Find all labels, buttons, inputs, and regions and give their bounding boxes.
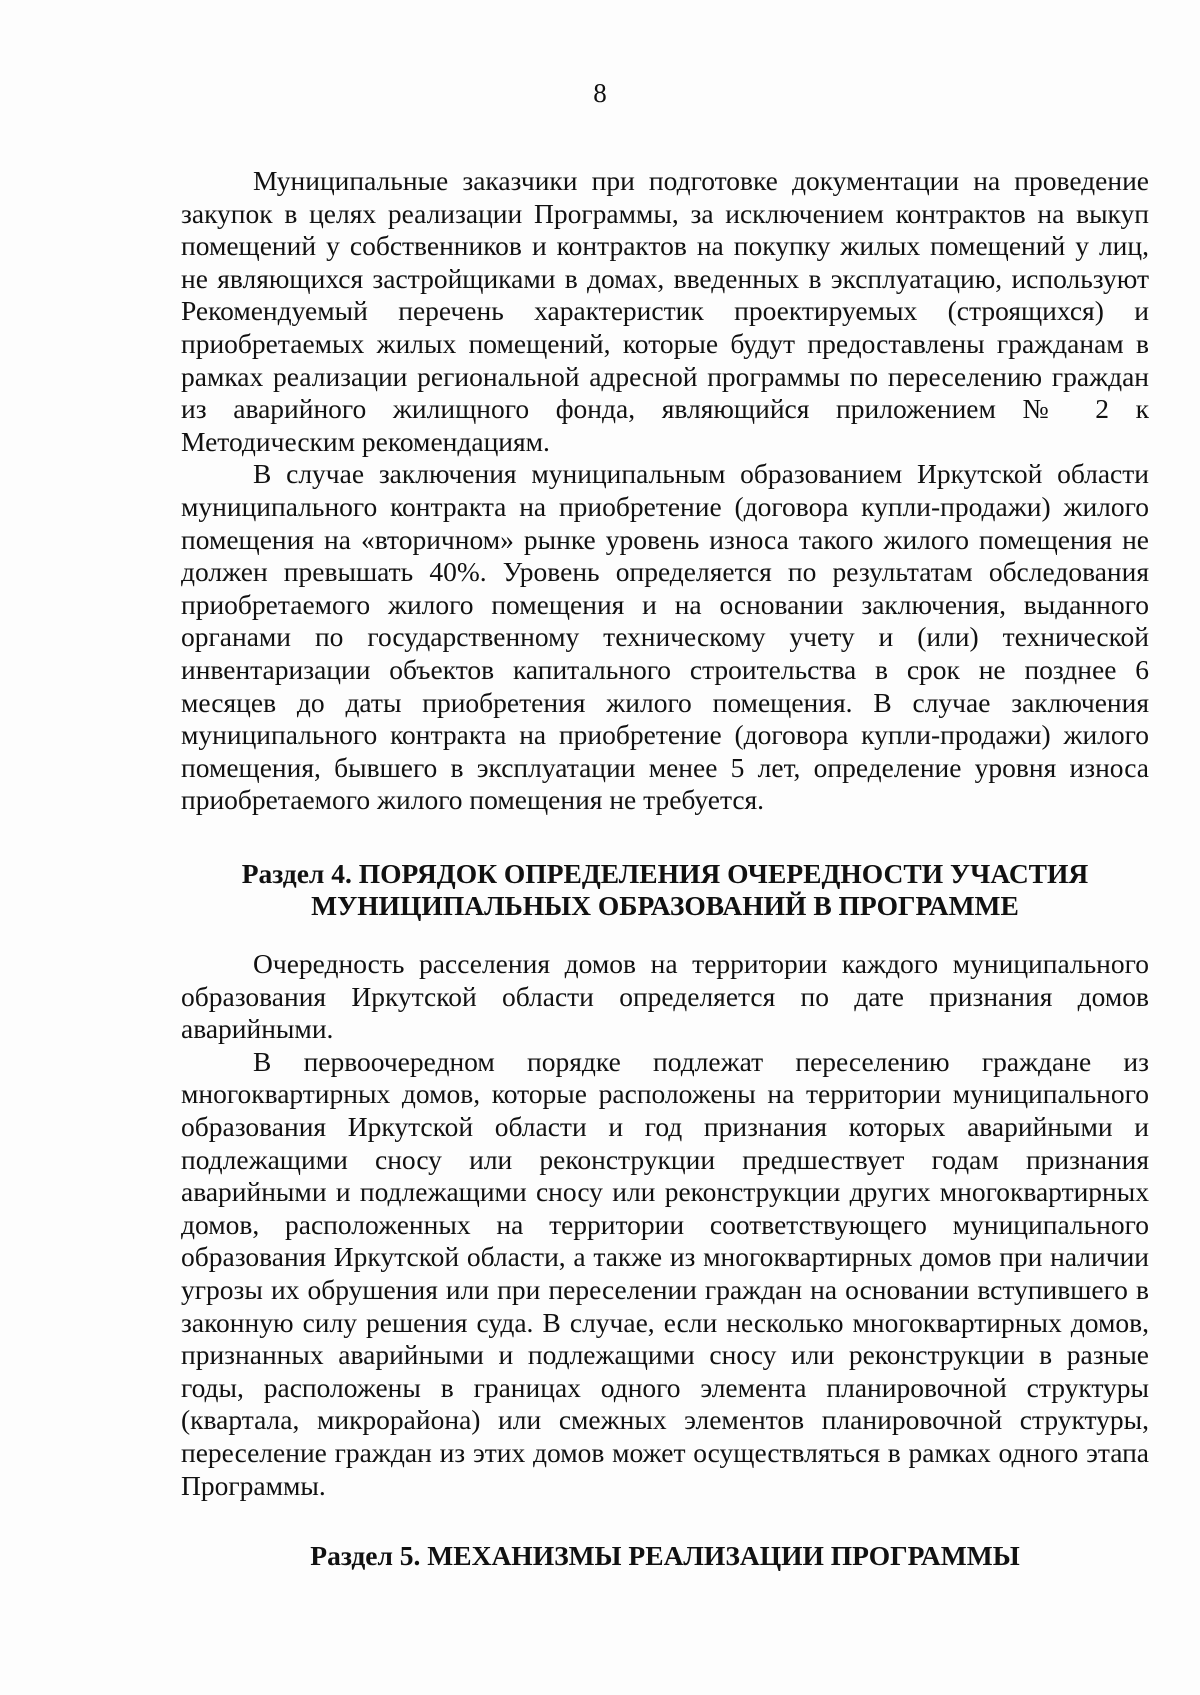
section3-tail <box>181 165 1149 817</box>
section5-heading-text: Раздел 5. МЕХАНИЗМЫ РЕАЛИЗАЦИИ ПРОГРАММЫ <box>310 1540 1020 1571</box>
paragraph-secondary-market: В случае заключения муниципальным образованием Иркутской области муниципального контракта на приобретение (договора купли-продажи) жилого помещения на «вторичном» рынке уровень износа такого жилого помещения не должен превышать 40%. Уровень определяется по результатам обследования приобретаемого жилого помещения и на основании заключения, выданного органами по государственному техническому учету и (или) технической инвентаризации объектов капитального строительства в срок не позднее 6 месяцев до даты приобретения жилого помещения. В случае заключения муниципального контракта на приобретение (договора купли-продажи) жилого помещения, бывшего в эксплуатации менее 5 лет, определение уровня износа приобретаемого жилого помещения не требуется. <box>181 458 1149 816</box>
paragraph-resettlement-order: Очередность расселения домов на территории каждого муниципального образования Иркутской области определяется по дате признания домов аварийными. <box>181 948 1149 1045</box>
section4-heading-line1: Раздел 4. ПОРЯДОК ОПРЕДЕЛЕНИЯ ОЧЕРЕДНОСТИ УЧАСТИЯ <box>241 858 1089 889</box>
section5-heading <box>181 1540 1149 1572</box>
section4-heading <box>181 858 1149 922</box>
page-number: 8 <box>593 78 607 108</box>
section4-heading-line2: МУНИЦИПАЛЬНЫХ ОБРАЗОВАНИЙ В ПРОГРАММЕ <box>311 890 1019 921</box>
paragraph-priority-resettlement: В первоочередном порядке подлежат переселению граждане из многоквартирных домов, которые расположены на территории муниципального образования Иркутской области и год признания которых аварийными и подлежащими сносу или реконструкции предшествует годам признания аварийными и подлежащими сносу или реконструкции других многоквартирных домов, расположенных на территории соответствующего муниципального образования Иркутской области, а также из многоквартирных домов при наличии угрозы их обрушения или при переселении граждан на основании вступившего в законную силу решения суда. В случае, если несколько многоквартирных домов, признанных аварийными и подлежащими сносу или реконструкции в разные годы, расположены в границах одного элемента планировочной структуры (квартала, микрорайона) или смежных элементов планировочной структуры, переселение граждан из этих домов может осуществляться в рамках одного этапа Программы. <box>181 1045 1149 1501</box>
section4-body <box>181 948 1149 1502</box>
paragraph-municipal-customers: Муниципальные заказчики при подготовке документации на проведение закупок в целях реализации Программы, за исключением контрактов на выкуп помещений у собственников и контрактов на покупку жилых помещений у лиц, не являющихся застройщиками в домах, введенных в эксплуатацию, используют Рекомендуемый перечень характеристик проектируемых (строящихся) и приобретаемых жилых помещений, которые будут предоставлены гражданам в рамках реализации региональной адресной программы по переселению граждан из аварийного жилищного фонда, являющийся приложением № 2 к Методическим рекомендациям. <box>181 165 1149 457</box>
